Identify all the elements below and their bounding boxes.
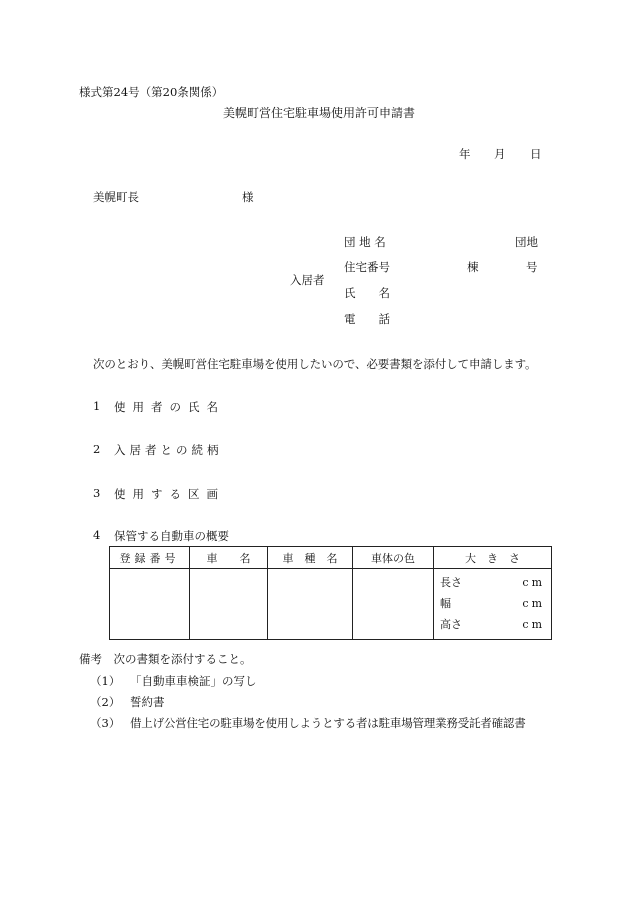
complex-suffix: 団地 — [515, 235, 538, 249]
date-day-label: 日 — [530, 147, 542, 161]
form-number: 様式第24号（第20条関係） — [79, 85, 224, 99]
cell-vehicle-name — [190, 569, 268, 640]
page-title: 美幌町営住宅駐車場使用許可申請書 — [223, 106, 416, 120]
applicant-group-label: 入居者 — [290, 273, 325, 287]
addressee-honorific: 様 — [242, 190, 254, 204]
cell-body-color — [353, 569, 434, 640]
header-body-color: 車体の色 — [353, 547, 434, 569]
size-unit: cm — [522, 618, 545, 631]
complex-name-label: 団 地 名 — [344, 235, 386, 249]
unit-number-label: 住宅番号 — [344, 260, 390, 274]
item-number: 4 — [93, 528, 101, 542]
size-label: 高さ — [440, 618, 462, 631]
vehicle-table-header — [110, 547, 552, 569]
name-label: 氏 名 — [344, 286, 390, 300]
item-label: 使用する区画 — [114, 487, 225, 501]
remark-number: （2） — [90, 695, 121, 709]
remark-number: （1） — [90, 674, 121, 688]
remark-text: 誓約書 — [130, 695, 165, 709]
item-label: 使用者の氏名 — [114, 400, 225, 414]
number-suffix: 号 — [526, 260, 538, 274]
size-unit: cm — [522, 576, 545, 589]
size-length-row — [440, 574, 545, 595]
item-label: 保管する自動車の概要 — [114, 529, 229, 543]
header-vehicle-name: 車 名 — [190, 547, 268, 569]
cell-registration-number — [110, 569, 190, 640]
phone-label: 電 話 — [344, 312, 390, 326]
date-year-label: 年 — [459, 147, 471, 161]
remarks-title: 備考 次の書類を添付すること。 — [79, 652, 252, 666]
cell-vehicle-model — [268, 569, 353, 640]
item-number: 3 — [93, 486, 101, 500]
header-vehicle-model: 車 種 名 — [268, 547, 353, 569]
size-unit: cm — [522, 597, 545, 610]
cell-size — [434, 569, 552, 640]
date-month-label: 月 — [494, 147, 506, 161]
vehicle-table — [109, 546, 552, 640]
size-width-row — [440, 595, 545, 616]
addressee-name: 美幌町長 — [93, 190, 139, 204]
building-suffix: 棟 — [467, 260, 479, 274]
size-label: 長さ — [440, 576, 462, 589]
item-label: 入居者との続柄 — [114, 443, 223, 457]
vehicle-table-row — [110, 569, 552, 640]
remark-text: 「自動車車検証」の写し — [130, 674, 257, 688]
header-registration-number: 登録番号 — [110, 547, 190, 569]
intro-text: 次のとおり、美幌町営住宅駐車場を使用したいので、必要書類を添付して申請します。 — [93, 357, 537, 371]
header-size: 大 き さ — [434, 547, 552, 569]
size-height-row — [440, 616, 545, 637]
item-number: 1 — [93, 399, 101, 413]
size-label: 幅 — [440, 597, 451, 610]
item-number: 2 — [93, 442, 101, 456]
remark-text: 借上げ公営住宅の駐車場を使用しようとする者は駐車場管理業務受託者確認書 — [130, 716, 526, 730]
remark-number: （3） — [90, 716, 121, 730]
